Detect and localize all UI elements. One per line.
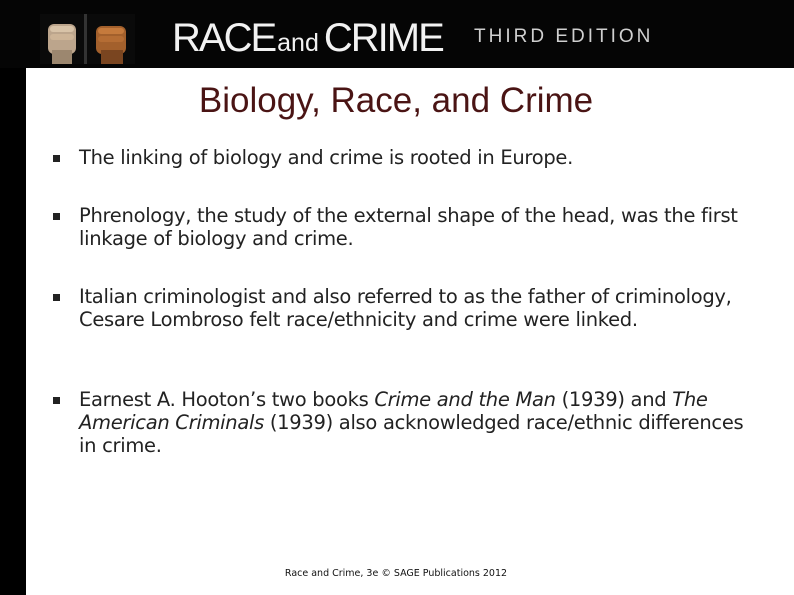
book-title-race: RACE bbox=[172, 16, 276, 60]
square-bullet-icon bbox=[53, 155, 60, 162]
bullet-text-part: (1939) also acknowledged race/ethnic differences in crime. bbox=[79, 411, 744, 457]
book-title bbox=[172, 14, 443, 67]
square-bullet-icon bbox=[53, 213, 60, 220]
square-bullet-icon bbox=[53, 294, 60, 301]
square-bullet-icon bbox=[53, 397, 60, 404]
bullet-text: The linking of biology and crime is rooted in Europe. bbox=[79, 146, 574, 169]
header-banner bbox=[0, 0, 794, 68]
raised-fists-icon bbox=[40, 14, 135, 64]
bullet-text bbox=[79, 388, 759, 457]
bullet-list bbox=[26, 68, 794, 595]
footer-text: Race and Crime, 3e © SAGE Publications 2012 bbox=[284, 568, 508, 579]
left-strip bbox=[0, 68, 26, 595]
bullet-text-part: Earnest A. Hooton’s two books bbox=[79, 388, 375, 411]
edition-label: THIRD EDITION bbox=[474, 26, 654, 47]
book-title-italic: Crime and the Man bbox=[374, 388, 556, 411]
slide-title: Biology, Race, and Crime bbox=[198, 81, 594, 120]
book-title-crime: CRIME bbox=[323, 16, 443, 60]
book-title-and: and bbox=[277, 29, 319, 57]
bullet-text-part: (1939) and bbox=[555, 388, 673, 411]
bullet-text: Italian criminologist and also referred to as the father of criminology, Cesare Lombroso felt race/ethnicity and crime were linked. bbox=[79, 285, 732, 331]
bullet-text: Phrenology, the study of the external shape of the head, was the first linkage of biology and crime. bbox=[79, 204, 738, 250]
content-panel bbox=[26, 68, 794, 595]
book-title-italic: The American Criminals bbox=[79, 388, 708, 434]
